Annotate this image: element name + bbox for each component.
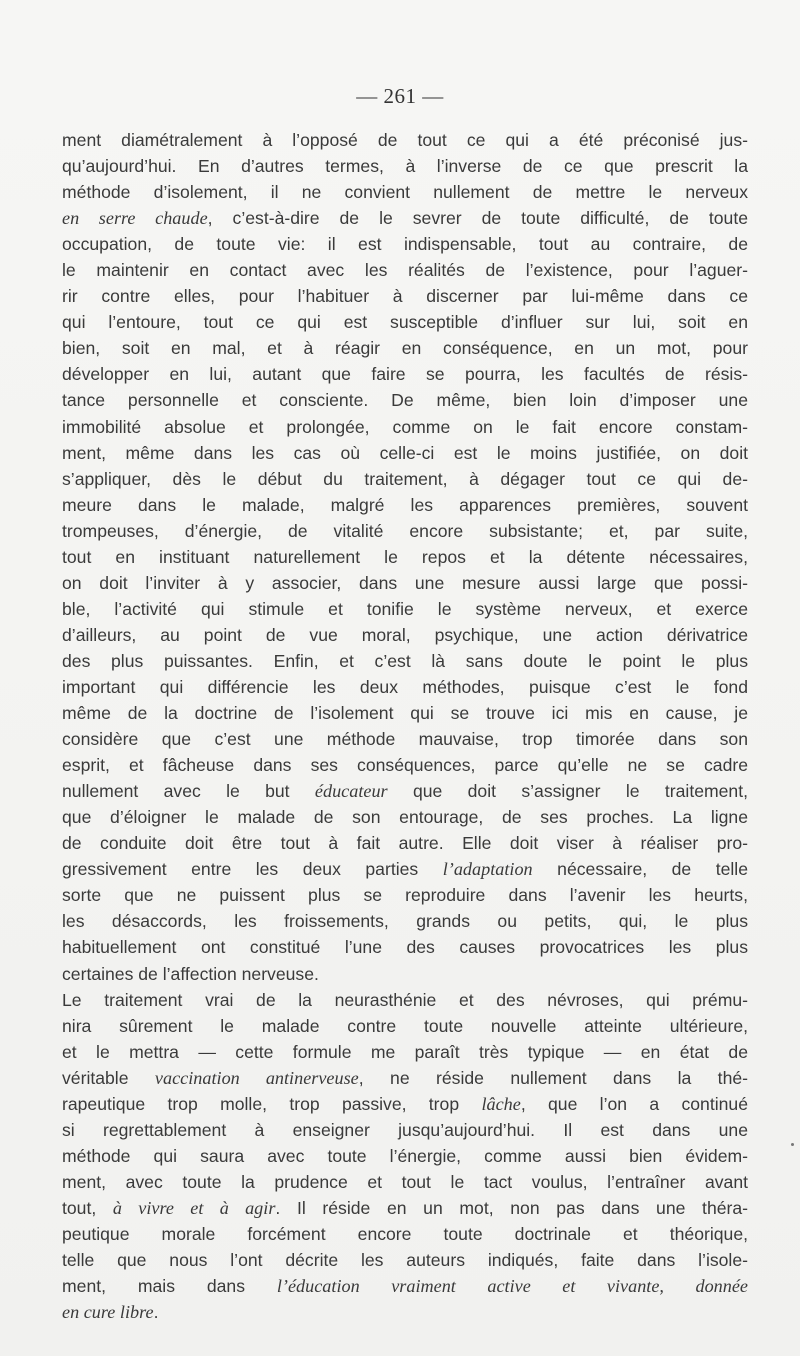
paragraph-1 (62, 127, 748, 987)
text-line (62, 1039, 748, 1065)
text-line (62, 1065, 748, 1091)
text-run: même de la doctrine de l’isolement qui se trouve ici mis en cause, je (62, 703, 748, 724)
text-run: tance personnelle et consciente. De même, bien loin d’imposer une (62, 390, 748, 411)
text-run: peutique morale forcément encore toute doctrinale et théorique, (62, 1223, 748, 1244)
text-run: rapeutique trop molle, trop passive, trop (62, 1093, 482, 1114)
italic-phrase: vaccination antinerveuse (154, 1067, 359, 1088)
text-run: , ne réside nullement dans la thé- (358, 1067, 748, 1088)
text-line (62, 1013, 748, 1039)
text-run: telle que nous l’ont décrite les auteurs indiqués, faite dans l’isole- (62, 1250, 748, 1271)
text-line (62, 804, 748, 830)
text-line (62, 309, 748, 335)
text-run: . Il réside en un mot, non pas dans une théra- (275, 1197, 749, 1218)
text-run: méthode d’isolement, il ne convient nullement de mettre le nerveux (62, 182, 748, 203)
text-line (62, 726, 748, 752)
text-line (62, 205, 748, 231)
text-line (62, 1117, 748, 1143)
text-run: occupation, de toute vie: il est indispensable, tout au contraire, de (62, 234, 748, 255)
text-run: esprit, et fâcheuse dans ses conséquences, parce qu’elle ne se cadre (62, 755, 748, 776)
margin-speck (791, 1143, 794, 1146)
text-run: ment, mais dans (62, 1276, 277, 1297)
text-line (62, 387, 748, 413)
text-run: et le mettra — cette formule me paraît très typique — en état de (62, 1041, 748, 1062)
italic-phrase: lâche (481, 1093, 521, 1114)
text-run: développer en lui, autant que faire se pourra, les facultés de résis- (62, 364, 748, 385)
text-run: habituellement ont constitué l’une des causes provocatrices les plus (62, 937, 748, 958)
text-line (62, 127, 748, 153)
text-run: sorte que ne puissent plus se reproduire dans l’avenir les heurts, (62, 885, 748, 906)
text-run: d’ailleurs, au point de vue moral, psychique, une action dérivatrice (62, 624, 748, 645)
text-line (62, 570, 748, 596)
text-line (62, 466, 748, 492)
text-line (62, 1091, 748, 1117)
text-line (62, 830, 748, 856)
text-run: des plus puissantes. Enfin, et c’est là sans doute le point le plus (62, 650, 748, 671)
text-line (62, 492, 748, 518)
text-run: les désaccords, les froissements, grands ou petits, qui, le plus (62, 911, 748, 932)
text-line (62, 1299, 748, 1325)
text-run: on doit l’inviter à y associer, dans une mesure aussi large que possi- (62, 572, 748, 593)
text-line (62, 440, 748, 466)
text-run: nécessaire, de telle (532, 859, 748, 880)
text-run: meure dans le malade, malgré les apparences premières, souvent (62, 494, 748, 515)
text-line (62, 231, 748, 257)
text-line (62, 778, 748, 804)
text-line (62, 752, 748, 778)
italic-phrase: l’adaptation (442, 859, 533, 880)
text-run: ment diamétralement à l’opposé de tout ce qui a été préconisé jus- (62, 130, 748, 150)
text-run: certaines de l’affection nerveuse. (62, 963, 319, 984)
text-run: gressivement entre les deux parties (62, 859, 443, 880)
text-run: qu’aujourd’hui. En d’autres termes, à l’inverse de ce que prescrit la (62, 156, 748, 177)
text-run: méthode qui saura avec toute l’énergie, comme aussi bien évidem- (62, 1145, 748, 1166)
text-line (62, 335, 748, 361)
text-line (62, 283, 748, 309)
text-run: , c’est-à-dire de le sevrer de toute difficulté, de toute (207, 208, 749, 229)
text-run: . (153, 1302, 159, 1323)
text-run: véritable (62, 1067, 155, 1088)
text-run: si regrettablement à enseigner jusqu’aujourd’hui. Il est dans une (62, 1119, 748, 1140)
text-line (62, 596, 748, 622)
text-line (62, 257, 748, 283)
text-line (62, 934, 748, 960)
paragraph-2 (62, 987, 748, 1326)
text-run: nira sûrement le malade contre toute nouvelle atteinte ultérieure, (62, 1015, 748, 1036)
text-line (62, 1195, 748, 1221)
text-line (62, 648, 748, 674)
text-line (62, 1247, 748, 1273)
text-run: qui l’entoure, tout ce qui est susceptible d’influer sur lui, soit en (62, 312, 748, 333)
text-line (62, 544, 748, 570)
body-text (62, 127, 748, 1325)
text-line (62, 361, 748, 387)
text-run: immobilité absolue et prolongée, comme on le fait encore constam- (62, 416, 748, 437)
text-line (62, 622, 748, 648)
text-line (62, 908, 748, 934)
text-run: nullement avec le but (62, 781, 315, 802)
text-line (62, 961, 748, 987)
text-run: Le traitement vrai de la neurasthénie et des névroses, qui prému- (62, 989, 748, 1010)
text-run: trompeuses, d’énergie, de vitalité encore subsistante; et, par suite, (62, 520, 748, 541)
text-line (62, 1273, 748, 1299)
italic-phrase: en serre chaude (62, 208, 208, 229)
text-line (62, 987, 748, 1013)
text-run: que d’éloigner le malade de son entourage, de ses proches. La ligne (62, 807, 748, 828)
text-run: le maintenir en contact avec les réalités de l’existence, pour l’aguer- (62, 260, 748, 281)
italic-phrase: l’éducation vraiment active et vivante, donnée (276, 1276, 748, 1297)
page-number: — 261 — (356, 84, 444, 108)
text-line (62, 674, 748, 700)
text-line (62, 1143, 748, 1169)
text-run: s’appliquer, dès le début du traitement, à dégager tout ce qui de- (62, 468, 748, 489)
italic-phrase: à vivre et à agir (112, 1197, 276, 1218)
text-line (62, 518, 748, 544)
text-run: ment, avec toute la prudence et tout le tact voulus, l’entraîner avant (62, 1171, 748, 1192)
text-run: bien, soit en mal, et à réagir en conséquence, en un mot, pour (62, 338, 748, 359)
text-run: tout en instituant naturellement le repos et la détente nécessaires, (62, 546, 748, 567)
text-line (62, 1221, 748, 1247)
text-run: de conduite doit être tout à fait autre. Elle doit viser à réaliser pro- (62, 833, 748, 854)
text-run: que doit s’assigner le traitement, (387, 781, 748, 802)
text-line (62, 1169, 748, 1195)
text-run: rir contre elles, pour l’habituer à discerner par lui-même dans ce (62, 286, 748, 307)
text-line (62, 414, 748, 440)
italic-phrase: éducateur (314, 781, 388, 802)
text-run: tout, (62, 1197, 113, 1218)
text-run: considère que c’est une méthode mauvaise, trop timorée dans son (62, 729, 748, 750)
text-line (62, 179, 748, 205)
text-line (62, 700, 748, 726)
text-line (62, 153, 748, 179)
text-run: , que l’on a continué (520, 1093, 748, 1114)
text-run: ment, même dans les cas où celle-ci est le moins justifiée, on doit (62, 442, 748, 463)
text-run: ble, l’activité qui stimule et tonifie le système nerveux, et exerce (62, 598, 748, 619)
italic-phrase: en cure libre (62, 1302, 154, 1323)
text-line (62, 856, 748, 882)
text-line (62, 882, 748, 908)
text-run: important qui différencie les deux méthodes, puisque c’est le fond (62, 676, 748, 697)
